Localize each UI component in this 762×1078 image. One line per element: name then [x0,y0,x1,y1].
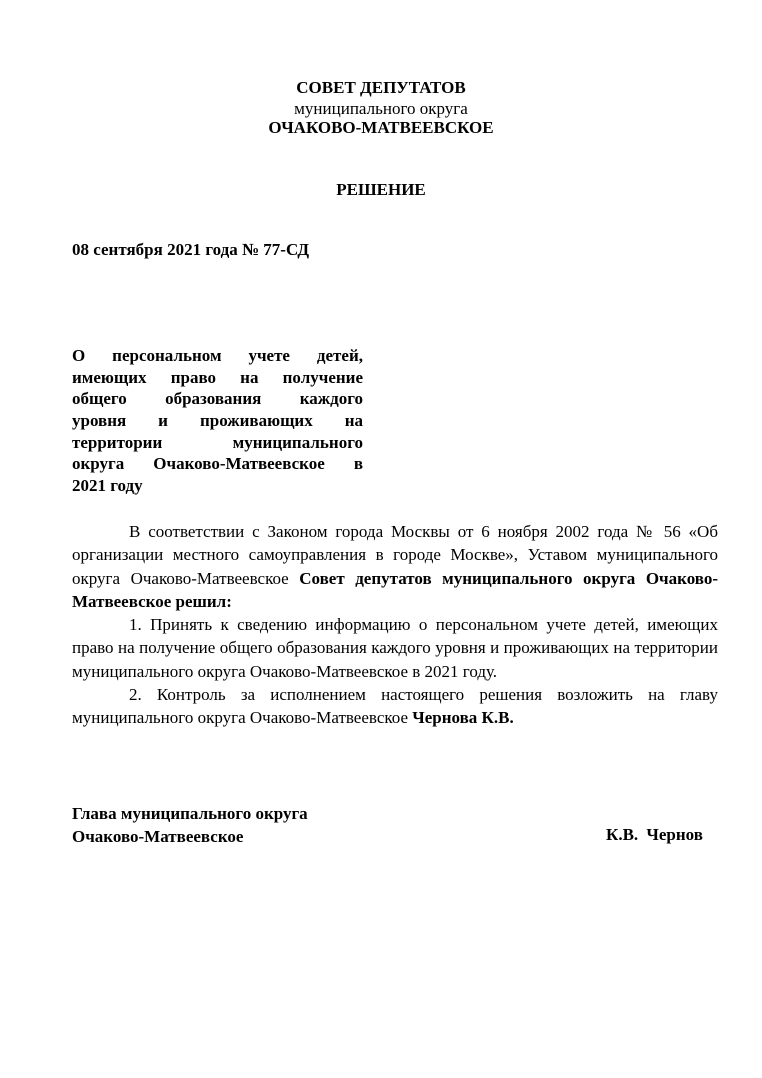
document-date-number: 08 сентября 2021 года № 77-СД [72,240,310,259]
subject-line: общего образования каждого [72,389,363,409]
subject-line: округа Очаково-Матвеевское в [72,454,363,474]
subject-line: территории муниципального [72,432,363,452]
item-2-text: 2. Контроль за исполнением настоящего решения возложить на главу муниципального округа Очаково-Матвеевское [72,685,718,728]
item-1-paragraph: 1. Принять к сведению информацию о персональном учете детей, имеющих право на получение общего образования каждого уровня и проживающих на территории муниципального округа Очаково-Матвеевское в 2021 году. [72,615,718,681]
item-2-paragraph [72,683,718,730]
signature-title-line-1: Глава муниципального округа [72,804,308,823]
subject-line: уровня и проживающих на [72,411,363,431]
district-name: ОЧАКОВО-МАТВЕЕВСКОЕ [268,118,494,137]
document-type: РЕШЕНИЕ [336,180,426,199]
decision-body [72,520,718,730]
subject-line: О персональном учете детей, [72,346,363,365]
signature-name: К.В. Чернов [606,825,703,844]
subject-line: 2021 году [72,476,143,496]
preamble-paragraph [72,520,718,613]
decision-subject [72,345,363,497]
signature-title-line-2: Очаково-Матвеевское [72,827,244,846]
item-2-responsible: Чернова К.В. [412,708,514,728]
preamble-resolution: Совет депутатов муниципального округа Очаково-Матвеевское решил: [72,568,718,611]
council-title: СОВЕТ ДЕПУТАТОВ [296,78,466,97]
preamble-text: В соответствии с Законом города Москвы от 6 ноября 2002 года № 56 «Об организации местного самоуправления в городе Москве», Уставом муниципального округа Очаково-Матвеевское [72,522,718,588]
subject-line: имеющих право на получение [72,367,363,387]
district-line: муниципального округа [294,99,468,118]
signature-title [72,802,308,848]
